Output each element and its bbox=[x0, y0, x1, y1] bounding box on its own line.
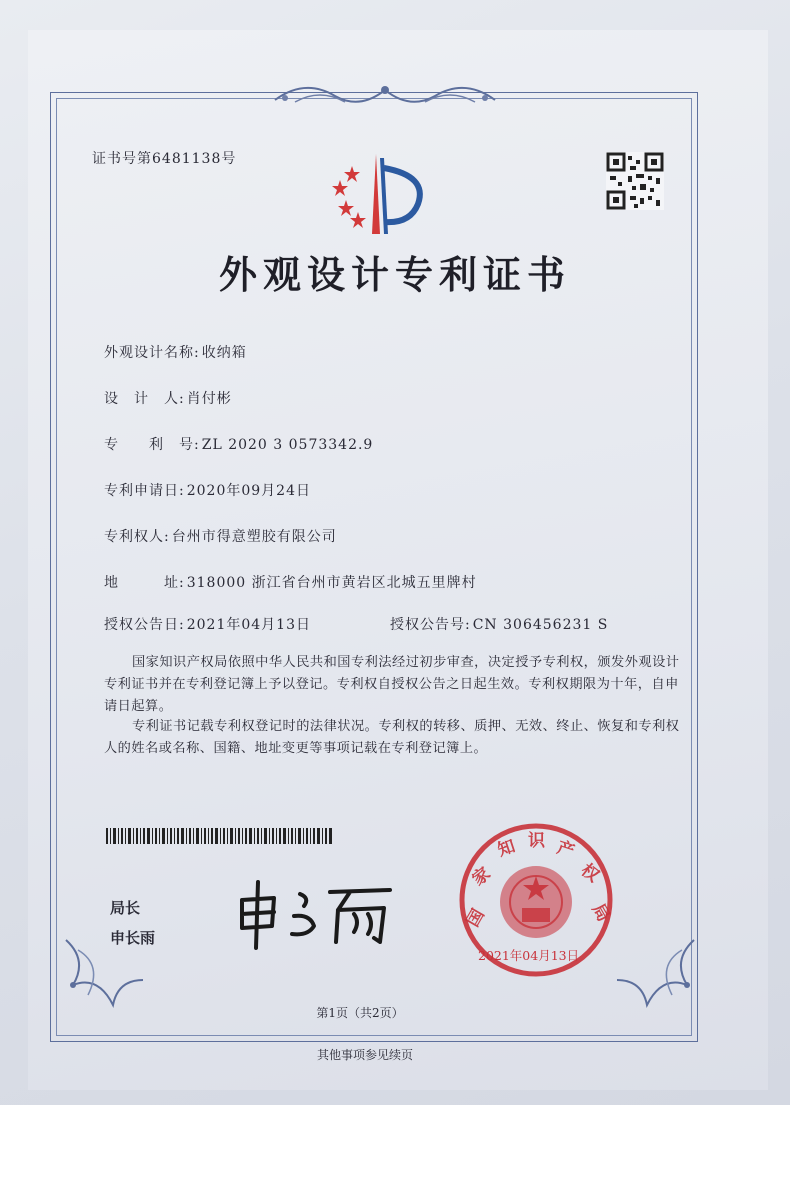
grant-date-value: 2021年04月13日 bbox=[186, 617, 311, 633]
page-number: 第1页（共2页） bbox=[316, 1006, 404, 1020]
design-name-row bbox=[104, 342, 247, 362]
patentee-value: 台州市得意塑胶有限公司 bbox=[171, 529, 337, 545]
patent-number-row bbox=[104, 434, 373, 454]
certificate-title: 外观设计专利证书 bbox=[218, 252, 571, 297]
svg-text:局: 局 bbox=[587, 900, 614, 926]
continuation-note: 其他事项参见续页 bbox=[316, 1048, 413, 1062]
filing-date-label: 专利申请日: bbox=[104, 483, 185, 499]
director-title: 局长 bbox=[110, 899, 141, 917]
designer-label: 设 计 人: bbox=[104, 391, 185, 407]
legal-status-paragraph: 专利证书记载专利权登记时的法律状况。专利权的转移、质押、无效、终止、恢复和专利权人的姓名或名称、国籍、地址变更等事项记载在专利登记簿上。 bbox=[104, 719, 680, 756]
barcode-icon bbox=[106, 828, 332, 844]
patent-number-value: ZL 2020 3 0573342.9 bbox=[201, 437, 374, 453]
address-value: 318000 浙江省台州市黄岩区北城五里牌村 bbox=[186, 575, 477, 591]
grant-number-row bbox=[390, 614, 608, 634]
svg-text:知: 知 bbox=[495, 836, 518, 861]
svg-text:识: 识 bbox=[528, 831, 545, 851]
svg-text:产: 产 bbox=[554, 837, 577, 863]
certificate-number: 证书号第6481138号 bbox=[92, 151, 237, 167]
filing-date-row bbox=[104, 480, 311, 500]
designer-row bbox=[104, 388, 232, 408]
seal-date: 2021年04月13日 bbox=[478, 948, 580, 963]
grant-number-value: CN 306456231 S bbox=[472, 617, 609, 633]
svg-text:权: 权 bbox=[576, 860, 603, 887]
patent-number-label: 专 利 号: bbox=[104, 437, 200, 453]
svg-text:家: 家 bbox=[468, 863, 495, 890]
cnipa-logo-icon bbox=[318, 148, 438, 238]
grant-date-row bbox=[104, 614, 311, 634]
patentee-row bbox=[104, 526, 337, 546]
design-name-value: 收纳箱 bbox=[201, 345, 247, 361]
design-name-label: 外观设计名称: bbox=[104, 345, 200, 361]
top-ornament bbox=[265, 76, 505, 114]
filing-date-value: 2020年09月24日 bbox=[186, 483, 311, 499]
qr-code-icon bbox=[606, 152, 664, 210]
patentee-label: 专利权人: bbox=[104, 529, 170, 545]
address-row bbox=[104, 572, 477, 592]
designer-value: 肖付彬 bbox=[186, 391, 232, 407]
address-label: 地 址: bbox=[104, 575, 185, 591]
director-signature-icon bbox=[230, 870, 400, 950]
grant-statement-paragraph: 国家知识产权局依照中华人民共和国专利法经过初步审查，决定授予专利权，颁发外观设计专利证书并在专利登记簿上予以登记。专利权自授权公告之日起生效。专利权期限为十年，自申请日起算。 bbox=[104, 655, 680, 714]
director-name: 申长雨 bbox=[110, 929, 156, 947]
grant-date-label: 授权公告日: bbox=[104, 617, 185, 633]
svg-text:国: 国 bbox=[463, 905, 489, 931]
grant-number-label: 授权公告号: bbox=[390, 617, 471, 633]
